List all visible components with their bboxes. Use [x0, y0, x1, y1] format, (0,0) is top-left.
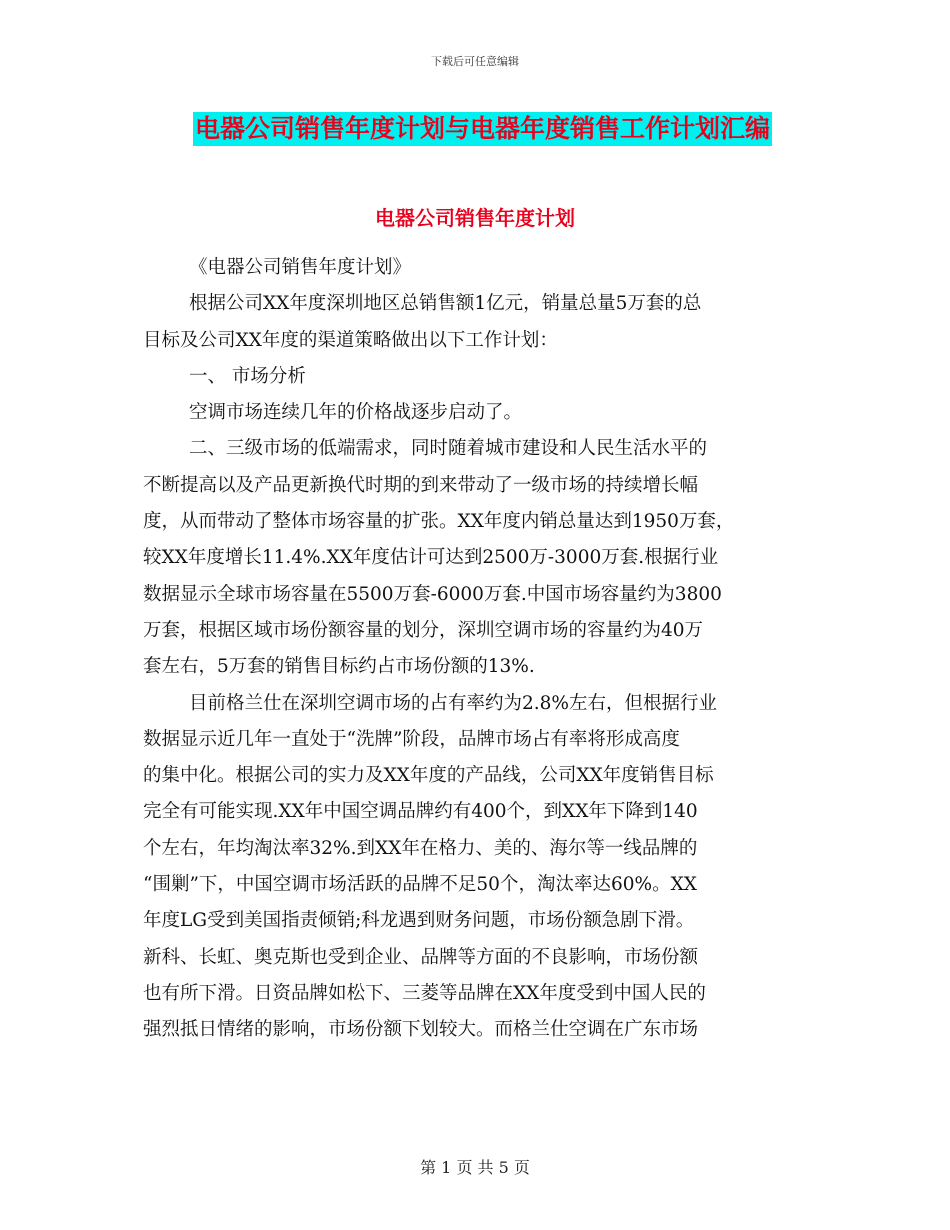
paragraph-line: 的集中化。根据公司的实力及XX年度的产品线，公司XX年度销售目标	[143, 765, 714, 787]
paragraph-line: 年度LG受到美国指责倾销;科龙遇到财务问题，市场份额急剧下滑。	[143, 910, 695, 932]
paragraph-line: 强烈抵日情绪的影响，市场份额下划较大。而格兰仕空调在广东市场	[143, 1019, 699, 1041]
paragraph-line: 二、三级市场的低端需求，同时随着城市建设和人民生活水平的	[189, 438, 708, 460]
paragraph-line: 数据显示近几年一直处于“洗牌”阶段，品牌市场占有率将形成高度	[143, 728, 680, 750]
page-footer: 第 1 页 共 5 页	[420, 1158, 530, 1177]
paragraph-line: 根据公司XX年度深圳地区总销售额1亿元，销量总量5万套的总	[189, 293, 702, 315]
paragraph-line: 《电器公司销售年度计划》	[189, 257, 412, 278]
paragraph-line: 万套，根据区域市场份额容量的划分，深圳空调市场的容量约为40万	[143, 619, 704, 641]
paragraph-line: 个左右，年均淘汰率32%.到XX年在格力、美的、海尔等一线品牌的	[143, 837, 698, 859]
section-title: 电器公司销售年度计划	[375, 206, 575, 230]
paragraph-line: 不断提高以及产品更新换代时期的到来带动了一级市场的持续增长幅	[143, 474, 699, 496]
paragraph-line: 一、 市场分析	[189, 365, 306, 387]
paragraph-line: 度，从而带动了整体市场容量的扩张。XX年度内销总量达到1950万套，	[143, 511, 735, 533]
header-note: 下载后可任意编辑	[431, 55, 519, 68]
document-body	[143, 250, 813, 1049]
paragraph-line: 目前格兰仕在深圳空调市场的占有率约为2.8%左右，但根据行业	[189, 692, 718, 714]
paragraph-line: “围剿”下，中国空调市场活跃的品牌不足50个，淘汰率达60%。XX	[143, 874, 697, 896]
paragraph-line: 目标及公司XX年度的渠道策略做出以下工作计划：	[143, 329, 558, 351]
paragraph-line: 也有所下滑。日资品牌如松下、三菱等品牌在XX年度受到中国人民的	[143, 982, 706, 1004]
paragraph-line: 较XX年度增长11.4%.XX年度估计可达到2500万-3000万套.根据行业	[143, 547, 719, 569]
paragraph-line: 数据显示全球市场容量在5500万套-6000万套.中国市场容量约为3800	[143, 583, 722, 605]
document-main-title: 电器公司销售年度计划与电器年度销售工作计划汇编	[193, 112, 772, 146]
paragraph-line: 完全有可能实现.XX年中国空调品牌约有400个，到XX年下降到140	[143, 801, 698, 823]
paragraph-line: 新科、长虹、奥克斯也受到企业、品牌等方面的不良影响，市场份额	[143, 946, 699, 968]
paragraph-line: 套左右，5万套的销售目标约占市场份额的13%.	[143, 656, 535, 678]
paragraph-line: 空调市场连续几年的价格战逐步启动了。	[189, 402, 523, 424]
